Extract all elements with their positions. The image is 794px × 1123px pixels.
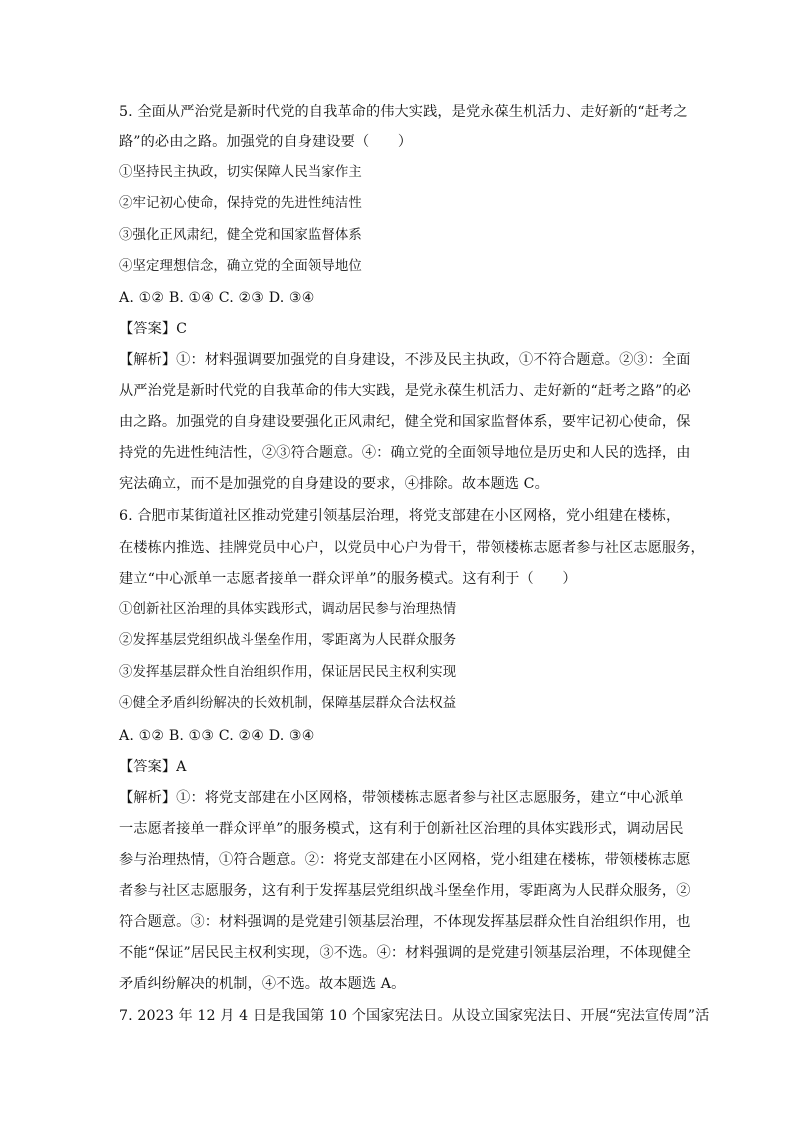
q5-option-4: ④坚定理想信念，确立党的全面领导地位: [119, 259, 362, 274]
q6-analysis-line-6: 不能“保证”居民民主权利实现，③不选。④：材料强调的是党建引领基层治理，不体现健全: [119, 945, 691, 961]
q6-option-3: ③发挥基层群众性自治组织作用，保证居民民主权利实现: [119, 665, 457, 680]
q5-stem-line-1: 5. 全面从严治党是新时代党的自我革命的伟大实践，是党永葆生机活力、走好新的“赶考之: [119, 104, 688, 120]
q5-analysis-line-1: 【解析】①：材料强调要加强党的自身建设，不涉及民主执政，①不符合题意。②③：全面: [119, 352, 691, 368]
q5-option-3: ③强化正风肃纪，健全党和国家监督体系: [119, 228, 362, 243]
q6-analysis-line-1: 【解析】①：将党支部建在小区网格，带领楼栋志愿者参与社区志愿服务，建立“中心派单: [119, 790, 684, 806]
q6-analysis-line-5: 符合题意。③：材料强调的是党建引领基层治理，不体现发挥基层群众性自治组织作用，也: [119, 914, 691, 930]
q5-stem-line-2: 路”的必由之路。加强党的自身建设要（ ）: [119, 134, 413, 150]
q6-analysis-line-4: 者参与社区志愿服务，这有利于发挥基层党组织战斗堡垒作用，零距离为人民群众服务，②: [119, 883, 691, 899]
q6-analysis-line-3: 参与治理热情，①符合题意。②：将党支部建在小区网格，党小组建在楼栋，带领楼栋志愿: [119, 852, 691, 868]
q5-choices: A. ①② B. ①④ C. ②③ D. ③④: [119, 290, 315, 306]
q7-stem-line-1: 7. 2023 年 12 月 4 日是我国第 10 个国家宪法日。从设立国家宪法日、开展“宪法宣传周”活: [119, 1008, 710, 1024]
q6-analysis-line-7: 矛盾纠纷解决的机制，④不选。故本题选 A。: [119, 976, 406, 992]
q5-answer: 【答案】C: [119, 321, 188, 337]
q6-stem-line-1: 6. 合肥市某街道社区推动党建引领基层治理，将党支部建在小区网格，党小组建在楼栋，: [119, 508, 681, 524]
q6-option-4: ④健全矛盾纠纷解决的长效机制，保障基层群众合法权益: [119, 696, 457, 711]
q5-option-2: ②牢记初心使命，保持党的先进性纯洁性: [119, 196, 362, 211]
q6-stem-line-3: 建立“中心派单一志愿者接单一群众评单”的服务模式。这有利于（ ）: [119, 571, 577, 587]
q5-analysis-line-4: 持党的先进性纯洁性，②③符合题意。④：确立党的全面领导地位是历史和人民的选择，由: [119, 445, 691, 461]
q6-option-2: ②发挥基层党组织战斗堡垒作用，零距离为人民群众服务: [119, 633, 457, 648]
q6-answer: 【答案】A: [119, 759, 187, 775]
q6-stem-line-2: 在楼栋内推选、挂牌党员中心户，以党员中心户为骨干，带领楼栋志愿者参与社区志愿服务，: [119, 540, 705, 556]
q5-option-1: ①坚持民主执政，切实保障人民当家作主: [119, 165, 362, 180]
q6-option-1: ①创新社区治理的具体实践形式，调动居民参与治理热情: [119, 602, 457, 617]
q6-analysis-line-2: 一志愿者接单一群众评单”的服务模式，这有利于创新社区治理的具体实践形式，调动居民: [119, 821, 684, 837]
q5-analysis-line-5: 宪法确立，而不是加强党的自身建设的要求，④排除。故本题选 C。: [119, 476, 549, 492]
q6-choices: A. ①② B. ①③ C. ②④ D. ③④: [119, 728, 315, 744]
q5-analysis-line-3: 由之路。加强党的自身建设要强化正风肃纪，健全党和国家监督体系，要牢记初心使命，保: [119, 414, 691, 430]
q5-analysis-line-2: 从严治党是新时代党的自我革命的伟大实践，是党永葆生机活力、走好新的“赶考之路”的必: [119, 383, 691, 399]
